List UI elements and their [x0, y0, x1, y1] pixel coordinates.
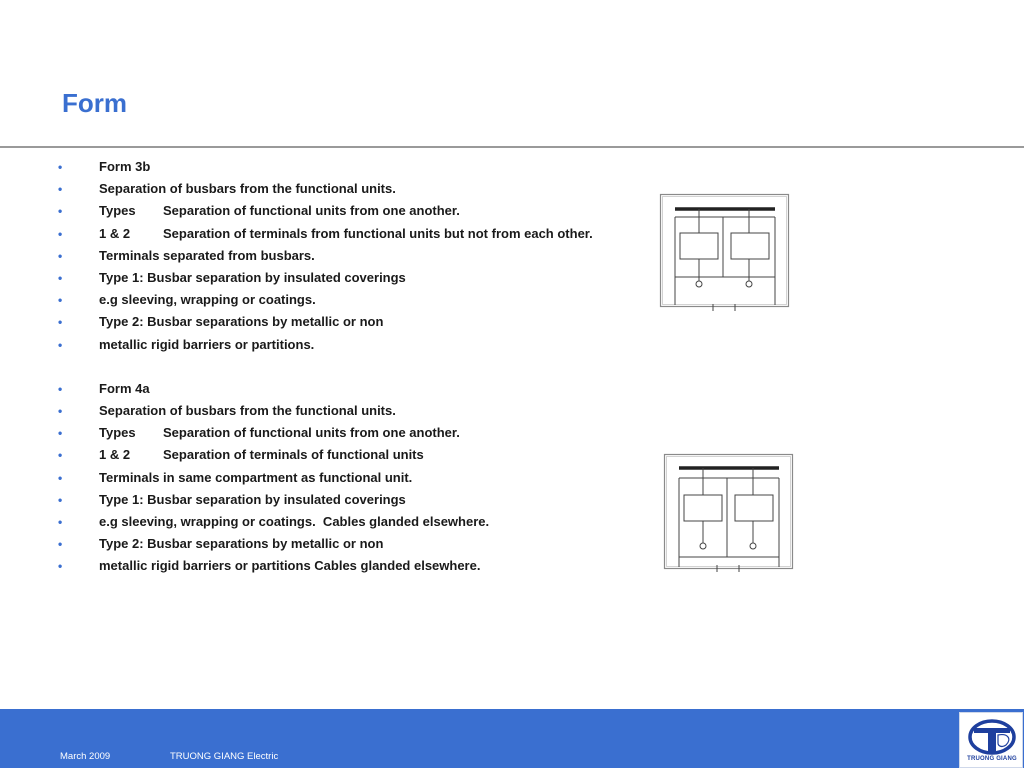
bullet-dot: • — [58, 248, 63, 263]
bullet-text — [99, 200, 460, 222]
bullet-item — [58, 245, 658, 267]
bullet-item — [58, 422, 658, 444]
bullet-item — [58, 178, 658, 200]
bullet-body: e.g sleeving, wrapping or coatings. Cables glanded elsewhere. — [99, 514, 490, 529]
bullet-item — [58, 156, 658, 178]
bullet-body: Separation of terminals from functional units but not from each other. — [163, 225, 593, 241]
bullet-body: Separation of functional units from one another. — [163, 425, 460, 441]
bullet-dot: • — [58, 470, 63, 485]
bullet-text — [99, 378, 150, 400]
bullet-key: Types — [99, 425, 136, 441]
bullet-text — [99, 533, 383, 555]
bullet-body: Form 3b — [99, 159, 151, 174]
footer-bar — [0, 709, 1024, 768]
bullet-text — [99, 511, 489, 533]
bullet-key: Types — [99, 203, 136, 219]
bullet-item — [58, 267, 658, 289]
bullet-item — [58, 378, 658, 400]
bullet-body: e.g sleeving, wrapping or coatings. — [99, 292, 316, 308]
title-divider — [0, 146, 1024, 148]
bullet-dot: • — [58, 448, 63, 463]
bullet-item — [58, 533, 658, 555]
bullet-item — [58, 444, 658, 466]
bullet-item — [58, 400, 658, 422]
bullet-dot: • — [58, 182, 63, 197]
bullet-text — [99, 334, 314, 356]
bullet-dot: • — [58, 226, 63, 241]
bullet-text — [99, 289, 316, 311]
bullet-text — [99, 467, 412, 489]
bullet-dot: • — [58, 559, 63, 574]
bullet-dot: • — [58, 404, 63, 419]
bullet-body: Type 1: Busbar separation by insulated coverings — [99, 269, 406, 285]
slide-title: Form — [62, 88, 127, 118]
logo-emblem-icon — [960, 713, 1024, 757]
bullet-text — [99, 311, 383, 333]
footer-date: March 2009 — [60, 751, 111, 762]
bullet-body: Type 2: Busbar separations by metallic or non — [99, 314, 384, 330]
bullet-item — [58, 555, 658, 577]
bullet-body: Separation of busbars from the functional units. — [99, 181, 396, 197]
bullet-dot: • — [58, 204, 63, 219]
bullet-text — [99, 267, 406, 289]
bullet-item — [58, 334, 658, 356]
bullet-body: Form 4a — [99, 380, 150, 396]
bullet-body: Type 1: Busbar separation by insulated coverings — [99, 491, 406, 507]
bullet-dot: • — [58, 270, 63, 285]
bullet-text — [99, 489, 406, 511]
logo-text: TRUONG GIANG — [967, 756, 1017, 762]
bullet-item — [58, 511, 658, 533]
bullet-spacer — [58, 356, 658, 378]
bullet-key: 1 & 2 — [99, 447, 131, 463]
bullet-body: Separation of terminals of functional units — [163, 447, 424, 463]
bullet-body: Separation of functional units from one another. — [163, 203, 460, 219]
bullet-dot: • — [58, 426, 63, 441]
bullet-body: Type 2: Busbar separations by metallic or non — [99, 536, 384, 552]
bullet-text — [99, 156, 150, 178]
company-logo — [959, 712, 1023, 768]
bullet-dot: • — [58, 160, 63, 174]
bullet-text — [99, 245, 315, 267]
bullet-dot: • — [58, 537, 63, 552]
bullet-text — [99, 555, 480, 577]
bullet-body: Terminals separated from busbars. — [99, 247, 315, 263]
bullet-item — [58, 311, 658, 333]
bullet-text — [99, 444, 424, 466]
bullet-item — [58, 223, 658, 245]
bullet-text — [99, 178, 396, 200]
bullet-item — [58, 200, 658, 222]
bullet-body: metallic rigid barriers or partitions Cables glanded elsewhere. — [99, 558, 481, 574]
bullet-body: metallic rigid barriers or partitions. — [99, 336, 315, 352]
bullet-item — [58, 467, 658, 489]
bullet-key: 1 & 2 — [99, 225, 131, 241]
bullet-body: Separation of busbars from the functional units. — [99, 403, 396, 419]
bullet-dot: • — [58, 381, 63, 396]
bullet-body: Terminals in same compartment as functional unit. — [99, 469, 413, 485]
bullet-item — [58, 489, 658, 511]
bullet-list — [58, 156, 658, 578]
bullet-text — [99, 223, 593, 245]
form-4a-diagram — [663, 453, 795, 577]
bullet-item — [58, 289, 658, 311]
bullet-dot: • — [58, 337, 63, 352]
bullet-text — [99, 400, 396, 422]
form-3b-diagram — [659, 193, 791, 313]
bullet-dot: • — [58, 315, 63, 330]
bullet-dot: • — [58, 293, 63, 308]
bullet-dot: • — [58, 492, 63, 507]
bullet-text — [99, 422, 460, 444]
footer-company: TRUONG GIANG Electric — [170, 751, 279, 762]
bullet-dot: • — [58, 515, 63, 529]
